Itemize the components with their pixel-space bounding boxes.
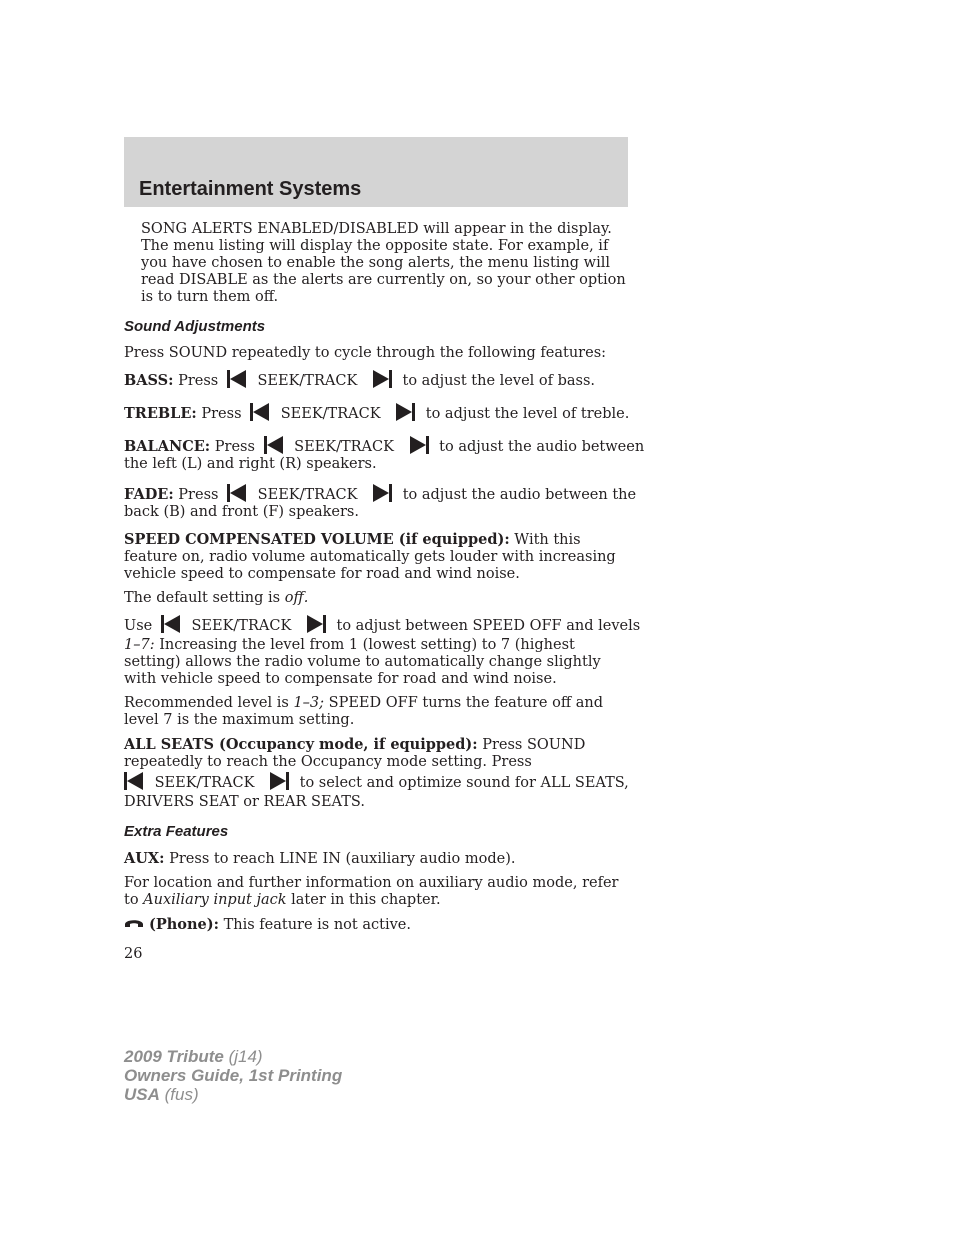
treble-label: TREBLE:	[124, 405, 197, 422]
seek-back-icon	[161, 614, 181, 634]
scv-use	[124, 614, 641, 688]
scv-default-value: off.	[284, 590, 309, 606]
scv-paragraph	[124, 531, 634, 583]
balance-label: BALANCE:	[124, 438, 211, 455]
seek-forward-icon	[409, 435, 429, 455]
scv-rec-post: SPEED OFF turns the feature off and level 7 is the maximum setting.	[124, 695, 603, 728]
phone-item	[124, 916, 634, 934]
scv-rec-value: 1–3;	[293, 695, 325, 711]
fade-cont: back (B) and front (F) speakers.	[124, 504, 359, 520]
seek-back-icon	[227, 369, 247, 389]
aux-location-link: Auxiliary input jack	[143, 892, 287, 908]
allseats-paragraph	[124, 736, 634, 811]
aux-location-post: later in this chapter.	[291, 892, 441, 908]
scv-default-pre: The default setting is	[124, 590, 281, 606]
sound-lead: Press SOUND repeatedly to cycle through the following features:	[124, 345, 607, 361]
allseats-post: to select and optimize sound for ALL SEATS,	[299, 775, 629, 791]
scv-default	[124, 590, 634, 607]
page-content	[124, 221, 645, 970]
seek-back-icon	[124, 771, 144, 791]
sound-adjustments-heading: Sound Adjustments	[124, 318, 266, 335]
fade-post: to adjust the audio between the	[402, 487, 637, 503]
footer-line-2	[124, 1066, 342, 1085]
seek-forward-icon	[395, 402, 415, 422]
section-title: Entertainment Systems	[139, 178, 362, 200]
aux-text: Press to reach LINE IN (auxiliary audio mode).	[169, 851, 516, 867]
scv-use-pre: Use	[124, 618, 153, 634]
balance-item	[124, 435, 645, 473]
aux-label: AUX:	[124, 850, 165, 867]
scv-label: SPEED COMPENSATED VOLUME (if equipped):	[124, 531, 510, 548]
seek-forward-icon	[372, 369, 392, 389]
seek-track-label: SEEK/TRACK	[280, 406, 381, 422]
balance-pre: Press	[214, 439, 255, 455]
aux-item	[124, 850, 634, 868]
seek-back-icon	[264, 435, 284, 455]
phone-text: This feature is not active.	[223, 917, 411, 933]
scv-text: With this feature on, radio volume automatically gets louder with increasing vehicle speed to compensate for road and wind noise.	[124, 532, 616, 582]
seek-track-label: SEEK/TRACK	[154, 775, 255, 791]
allseats-label: ALL SEATS (Occupancy mode, if equipped):	[124, 736, 478, 753]
footer-printing: Owners Guide, 1st Printing	[124, 1066, 343, 1085]
seek-forward-icon	[306, 614, 326, 634]
aux-location	[124, 875, 634, 909]
page-number: 26	[124, 946, 143, 962]
seek-track-label: SEEK/TRACK	[191, 618, 292, 634]
footer-line-1	[124, 1047, 342, 1066]
extra-features-heading: Extra Features	[124, 823, 229, 840]
fade-pre: Press	[178, 487, 219, 503]
fade-item	[124, 483, 637, 521]
intro-paragraph: SONG ALERTS ENABLED/DISABLED will appear in the display. The menu listing will display the opposite state. For example, if you have chosen to enable the song alerts, the menu listing will read DISABLE as the alerts are currently on, so your other option is to turn them off.	[141, 221, 626, 305]
footer-line-3	[124, 1085, 342, 1104]
treble-post: to adjust the level of treble.	[425, 406, 630, 422]
seek-forward-icon	[269, 771, 289, 791]
allseats-cont: DRIVERS SEAT or REAR SEATS.	[124, 794, 365, 810]
bass-label: BASS:	[124, 372, 174, 389]
seek-track-label: SEEK/TRACK	[257, 373, 358, 389]
balance-post: to adjust the audio between	[439, 439, 645, 455]
seek-back-icon	[250, 402, 270, 422]
footer	[124, 1047, 342, 1104]
phone-icon	[124, 917, 144, 929]
footer-model: 2009 Tribute	[124, 1047, 224, 1066]
fade-label: FADE:	[124, 486, 174, 503]
scv-levels: 1–7:	[124, 637, 155, 653]
aux-location-pre: For location and further information on auxiliary audio mode, refer to	[124, 875, 619, 908]
seek-track-label: SEEK/TRACK	[294, 439, 394, 455]
treble-pre: Press	[201, 406, 242, 422]
footer-market: USA	[124, 1085, 160, 1104]
scv-use-post: to adjust between SPEED OFF and levels	[336, 618, 641, 634]
seek-track-label: SEEK/TRACK	[257, 487, 358, 503]
allseats-text: Press SOUND repeatedly to reach the Occupancy mode setting. Press	[124, 737, 586, 770]
scv-recommended	[124, 695, 634, 729]
seek-forward-icon	[372, 483, 392, 503]
phone-label: (Phone):	[149, 916, 219, 933]
seek-back-icon	[227, 483, 247, 503]
scv-rec-pre: Recommended level is	[124, 695, 289, 711]
footer-model-code: (j14)	[228, 1047, 263, 1066]
balance-cont: the left (L) and right (R) speakers.	[124, 456, 377, 472]
bass-pre: Press	[178, 373, 219, 389]
section-header	[124, 137, 628, 207]
scv-levels-text: Increasing the level from 1 (lowest setting) to 7 (highest setting) allows the radio volume to automatically change slightly with vehicle speed to compensate for road and wind noise.	[124, 637, 601, 687]
footer-market-code: (fus)	[164, 1085, 199, 1104]
treble-item	[124, 402, 634, 425]
bass-post: to adjust the level of bass.	[402, 373, 596, 389]
bass-item	[124, 369, 634, 392]
